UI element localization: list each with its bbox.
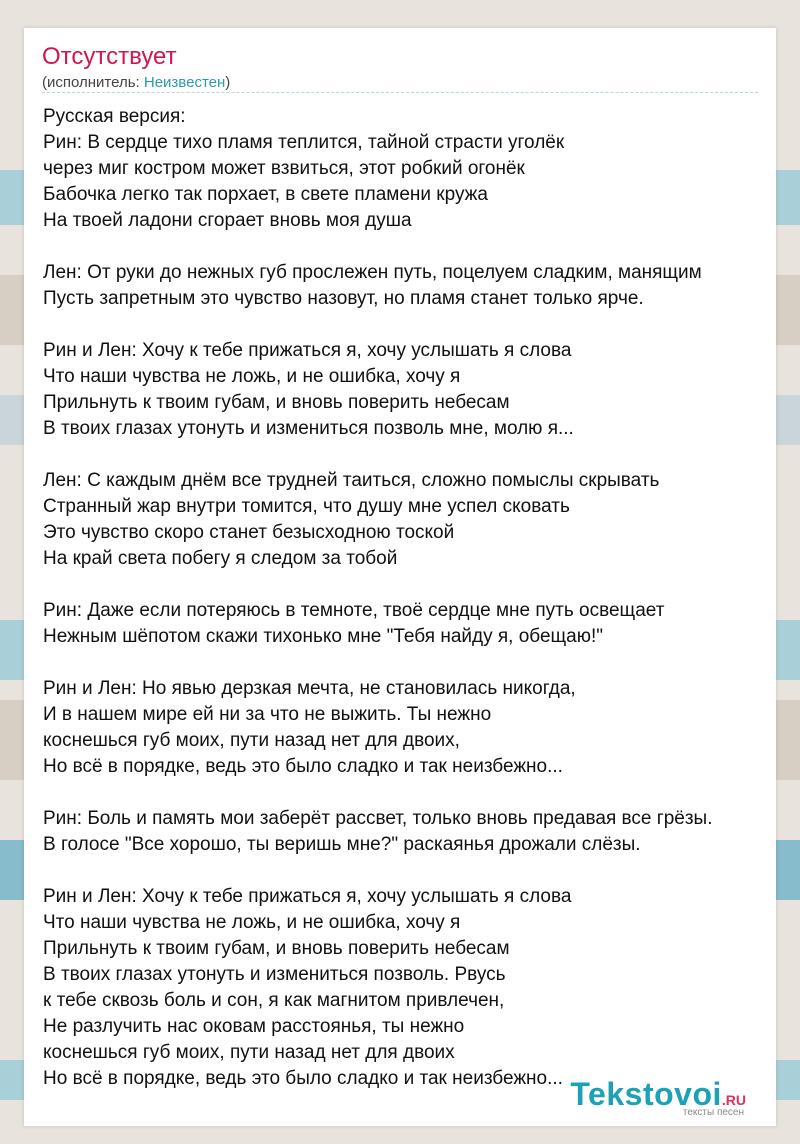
stanza-gap	[43, 312, 773, 338]
lyrics-body	[43, 104, 773, 1092]
lyric-line: коснешься губ моих, пути назад нет для двоих,	[43, 730, 460, 751]
lyric-line: Рин: Даже если потеряюсь в темноте, твоё сердце мне путь освещает	[43, 600, 665, 621]
lyric-line: через миг костром может взвиться, этот робкий огонёк	[43, 158, 525, 179]
lyric-line: Прильнуть к твоим губам, и вновь поверить небесам	[43, 392, 510, 413]
artist-link[interactable]: Неизвестен	[143, 74, 226, 91]
lyric-line: Пусть запретным это чувство назовут, но пламя станет только ярче.	[43, 288, 644, 309]
lyric-line: Русская версия:	[43, 106, 186, 127]
lyric-line: Странный жар внутри томится, что душу мне успел сковать	[43, 496, 570, 517]
artist-suffix: )	[225, 74, 231, 91]
lyric-line: Что наши чувства не ложь, и не ошибка, хочу я	[43, 912, 461, 933]
stanza-gap	[43, 442, 773, 468]
lyric-line: Это чувство скоро станет безысходною тоской	[43, 522, 455, 543]
lyric-line: к тебе сквозь боль и сон, я как магнитом привлечен,	[43, 990, 505, 1011]
lyric-line: Рин: Боль и память мои заберёт рассвет, только вновь предавая все грёзы.	[43, 808, 713, 829]
artist-line	[42, 74, 758, 92]
lyric-line: В твоих глазах утонуть и измениться позволь мне, молю я...	[43, 418, 574, 439]
lyric-line: В голосе "Все хорошо, ты веришь мне?" раскаянья дрожали слёзы.	[43, 834, 641, 855]
lyric-line: На край света побегу я следом за тобой	[43, 548, 398, 569]
logo-tagline: тексты песен	[682, 1107, 744, 1118]
lyric-line: Но всё в порядке, ведь это было сладко и так неизбежно...	[43, 1068, 563, 1089]
artist-prefix: (исполнитель:	[42, 74, 144, 91]
logo-tld: .RU	[721, 1092, 746, 1108]
lyric-line: В твоих глазах утонуть и измениться позволь. Рвусь	[43, 964, 506, 985]
site-logo[interactable]	[570, 1076, 746, 1118]
lyric-line: коснешься губ моих, пути назад нет для двоих	[43, 1042, 455, 1063]
stanza-gap	[43, 650, 773, 676]
stanza-gap	[43, 858, 773, 884]
song-title: Отсутствует	[42, 43, 177, 70]
lyric-line: Не разлучить нас оковам расстоянья, ты нежно	[43, 1016, 465, 1037]
song-header	[42, 42, 758, 92]
lyric-line: Прильнуть к твоим губам, и вновь поверить небесам	[43, 938, 510, 959]
lyric-line: Нежным шёпотом скажи тихонько мне "Тебя найду я, обещаю!"	[43, 626, 603, 647]
lyric-line: На твоей ладони сгорает вновь моя душа	[43, 210, 412, 231]
stanza-gap	[43, 780, 773, 806]
logo-name: Tekstovoi	[570, 1076, 722, 1112]
header-divider	[42, 92, 758, 93]
lyric-line: Лен: От руки до нежных губ прослежен путь, поцелуем сладким, манящим	[43, 262, 702, 283]
lyric-line: Но всё в порядке, ведь это было сладко и так неизбежно...	[43, 756, 563, 777]
lyric-line: Рин: В сердце тихо пламя теплится, тайной страсти уголёк	[43, 132, 565, 153]
lyric-line: Рин и Лен: Но явью дерзкая мечта, не становилась никогда,	[43, 678, 576, 699]
lyric-line: Рин и Лен: Хочу к тебе прижаться я, хочу услышать я слова	[43, 886, 572, 907]
lyric-line: И в нашем мире ей ни за что не выжить. Ты нежно	[43, 704, 492, 725]
lyric-line: Что наши чувства не ложь, и не ошибка, хочу я	[43, 366, 461, 387]
lyrics-card	[24, 28, 776, 1126]
lyric-line: Бабочка легко так порхает, в свете пламени кружа	[43, 184, 488, 205]
lyric-line: Лен: С каждым днём все трудней таиться, сложно помыслы скрывать	[43, 470, 660, 491]
stanza-gap	[43, 234, 773, 260]
stanza-gap	[43, 572, 773, 598]
lyric-line: Рин и Лен: Хочу к тебе прижаться я, хочу услышать я слова	[43, 340, 572, 361]
